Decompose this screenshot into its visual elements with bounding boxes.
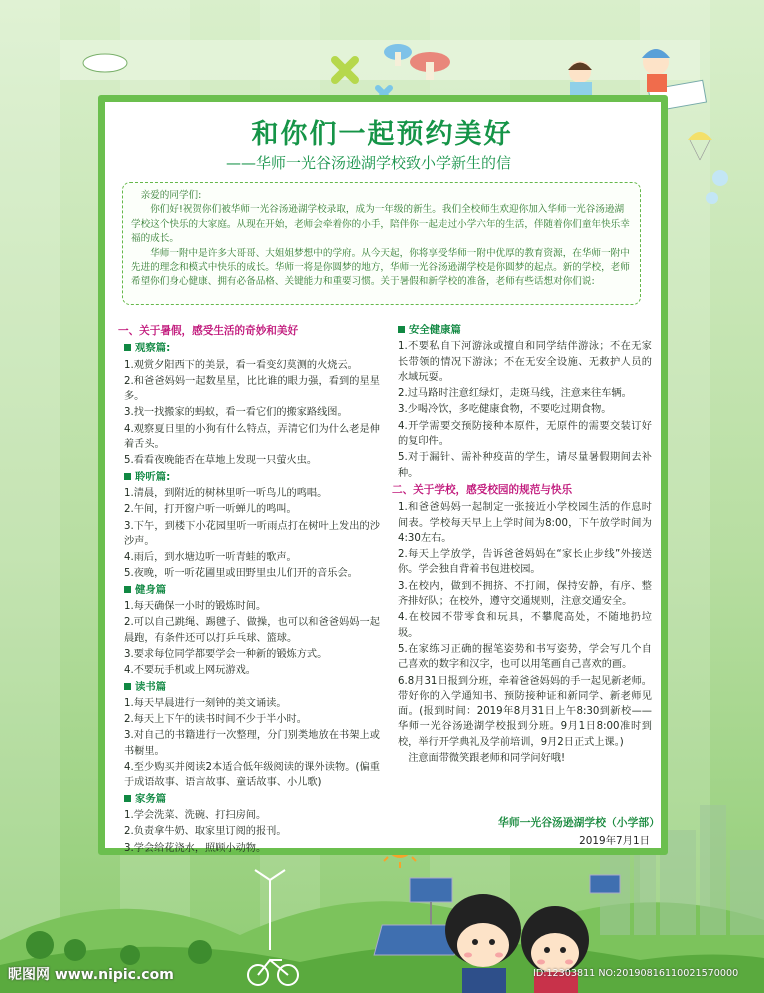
list-item: 5.夜晚，听一听花圃里或田野里虫儿们开的音乐会。 xyxy=(124,568,358,580)
section-heading: 二、关于学校，感受校园的规范与快乐 xyxy=(392,483,573,496)
watermark-site: 昵图网 www.nipic.com xyxy=(8,967,174,983)
list-item: 2.负责拿牛奶、取家里订阅的报刊。 xyxy=(124,826,287,838)
list-item: 1.不要私自下河游泳或擅自和同学结伴游泳；不在无家长带领的情况下游泳；不在无安全设施、无救护人员的水域玩耍。 xyxy=(398,341,652,383)
list-item: 1.观赏夕阳西下的美景，看一看变幻莫测的火烧云。 xyxy=(124,359,358,371)
watermark-id: ID:12303811 NO:20190816110021570000 xyxy=(533,968,739,979)
subsection-heading: 家务篇 xyxy=(124,792,380,807)
list-item: 6.8月31日报到分班，牵着爸爸妈妈的手一起见新老师。带好你的入学通知书、预防接种证和新同学、新老师见面。(报到时间：2019年8月31日上午8:30到新校——华师一光谷汤逊湖学校报到分班。9月1日8:00准时到校，举行开学典礼及学前培训，9月2日正式上课。) xyxy=(398,675,652,748)
list-item: 2.过马路时注意红绿灯，走斑马线，注意来往车辆。 xyxy=(398,388,632,400)
list-item: 3.少喝冷饮，多吃健康食物，不要吃过期食物。 xyxy=(398,404,612,416)
list-item: 4.在校园不带零食和玩具，不攀爬高处，不随地扔垃圾。 xyxy=(398,612,652,639)
list-item: 2.和爸爸妈妈一起数星星，比比谁的眼力强，看到的星星多。 xyxy=(124,375,380,403)
school-signature: 华师一光谷汤逊湖学校（小学部） xyxy=(498,816,660,829)
list-item: 4.雨后，到水塘边听一听青蛙的歌声。 xyxy=(124,552,297,564)
subsection-heading: 观察篇: xyxy=(124,341,380,356)
cloud-icon xyxy=(83,54,127,72)
list-item: 2.每天上下午的读书时间不少于半小时。 xyxy=(124,714,307,726)
subsection-heading: 聆听篇: xyxy=(124,470,380,485)
subsection-heading: 安全健康篇 xyxy=(398,323,652,338)
intro-paragraph: 你们好!祝贺你们被华师一光谷汤逊湖学校录取，成为一年级的新生。我们全校师生欢迎你加入华师一光谷汤逊湖学校这个快乐的大家庭。从现在开始，老师会牵着你的小手，陪伴你一起走过小学六年的生活，伴随着你们童年快乐幸福的成长。 xyxy=(131,204,630,245)
subsection-heading: 健身篇 xyxy=(124,583,380,598)
section-heading: 一、关于暑假，感受生活的奇妙和美好 xyxy=(118,325,299,337)
list-item: 4.观察夏日里的小狗有什么特点，弄清它们为什么老是伸着舌头。 xyxy=(124,423,380,451)
right-column xyxy=(392,322,652,767)
list-item: 5.看看夜晚能否在草地上发现一只萤火虫。 xyxy=(124,455,318,467)
left-column xyxy=(118,322,380,857)
list-item: 3.找一找搬家的蚂蚁，看一看它们的搬家路线图。 xyxy=(124,407,348,419)
list-item: 3.在校内，做到不拥挤、不打闹，保持安静，有序、整齐排好队；在校外，遵守交通规则，注意交通安全。 xyxy=(398,580,652,608)
intro-box xyxy=(122,182,641,305)
list-item: 1.每天早晨进行一刻钟的美文诵读。 xyxy=(124,697,287,709)
list-item: 5.对于漏针、需补种疫苗的学生，请尽量暑假期间去补种。 xyxy=(398,452,652,479)
list-item: 2.可以自己跳绳、踢毽子、做操，也可以和爸爸妈妈一起晨跑，有条件还可以打乒乓球、篮球。 xyxy=(124,617,380,644)
letter-date: 2019年7月1日 xyxy=(579,835,650,847)
list-item: 4.开学需要交预防接种本原件，无原件的需要交装订好的复印件。 xyxy=(398,420,652,448)
list-item: 3.下午，到楼下小花园里听一听雨点打在树叶上发出的沙沙声。 xyxy=(124,520,380,547)
list-item: 2.午间，打开窗户听一听蝉儿的鸣叫。 xyxy=(124,504,297,516)
list-item: 4.至少购买并阅读2本适合低年级阅读的课外读物。(偏重于成语故事、语言故事、童话故事、小儿歌) xyxy=(124,762,380,789)
list-item: 1.清晨，到附近的树林里听一听鸟儿的鸣唱。 xyxy=(124,487,328,499)
subsection-heading: 读书篇 xyxy=(124,680,380,695)
page-title: 和你们一起预约美好 xyxy=(251,119,513,150)
list-item: 3.要求每位同学都要学会一种新的锻炼方式。 xyxy=(124,648,328,660)
list-item: 4.不要玩手机或上网玩游戏。 xyxy=(124,665,256,677)
list-item: 1.每天确保一小时的锻炼时间。 xyxy=(124,601,267,613)
page-subtitle: ——华师一光谷汤逊湖学校致小学新生的信 xyxy=(226,154,512,172)
list-item: 3.对自己的书籍进行一次整理，分门别类地放在书架上或书橱里。 xyxy=(124,730,380,757)
list-item: 3.学会给花浇水，照顾小动物。 xyxy=(124,842,267,854)
list-item: 1.和爸爸妈妈一起制定一张接近小学校园生活的作息时间表。学校每天早上上学时间为8:00，下午放学时间为4:30左右。 xyxy=(398,502,652,544)
intro-greeting: 亲爱的同学们: xyxy=(140,190,202,201)
list-item: 2.每天上学放学，告诉爸爸妈妈在“家长止步线”外接送你。学会独自背着书包进校园。 xyxy=(398,549,652,576)
closing-note: 注意面带微笑跟老师和同学问好哦! xyxy=(408,753,566,765)
intro-paragraph: 华师一附中是许多大哥哥、大姐姐梦想中的学府。从今天起，你将享受华师一附中优厚的教育资源，在华师一附中先进的理念和模式中快乐的成长。华师一将是你圆梦的地方，华师一光谷汤逊湖学校是你圆梦的起点。新的学校，老师希望你们身心健康、拥有必备品格、关键能力和重要习惯。关于暑假和新学校的准备，老师有些话想对你们说: xyxy=(131,247,630,288)
list-item: 5.在家练习正确的握笔姿势和书写姿势，学会写几个自己喜欢的数字和汉字，也可以用笔画自己喜欢的画。 xyxy=(398,643,652,671)
list-item: 1.学会洗菜、洗碗、打扫房间。 xyxy=(124,809,267,821)
